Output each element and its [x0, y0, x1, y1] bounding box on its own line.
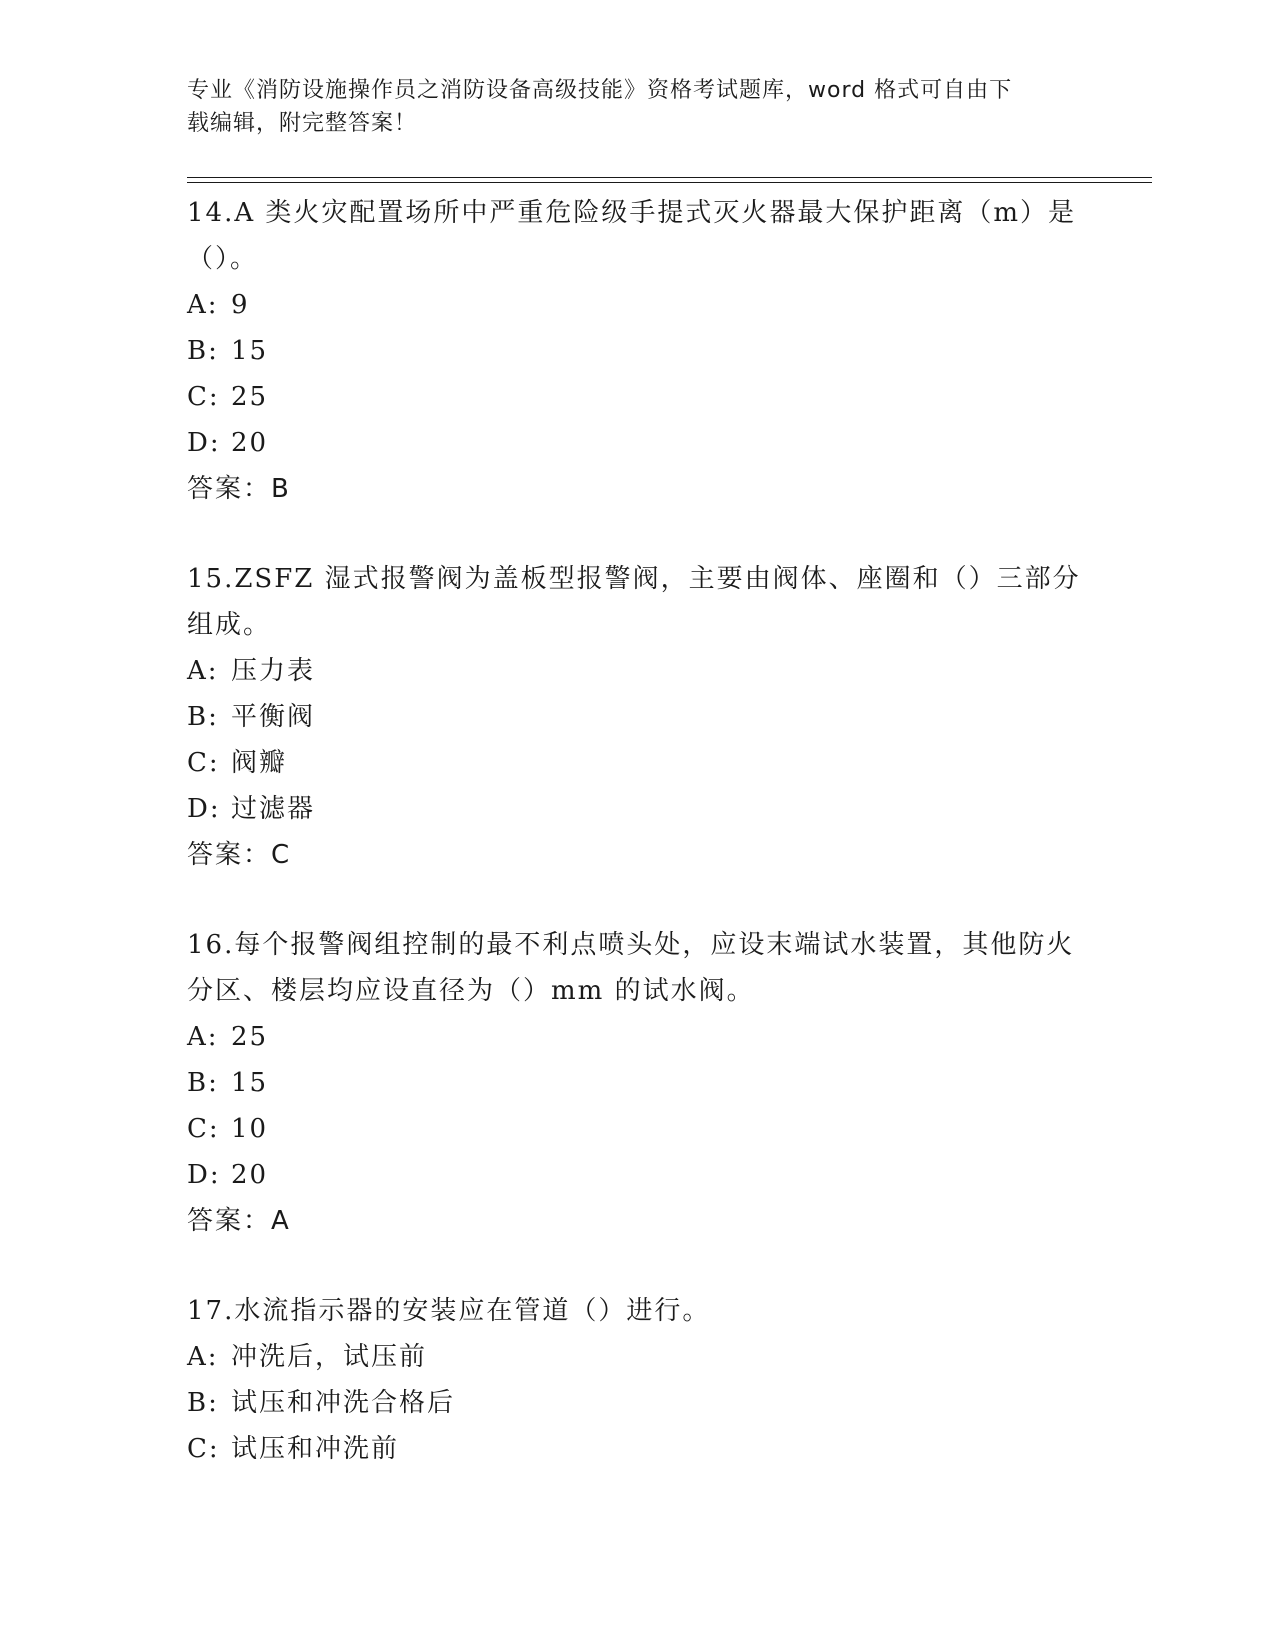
option-label: B: — [187, 1068, 219, 1098]
option-d — [187, 1152, 1087, 1198]
option-label: A: — [187, 656, 219, 686]
document-header — [187, 74, 1077, 140]
option-label: B: — [187, 336, 219, 366]
option-a — [187, 1014, 1087, 1060]
header-line-1: 专业《消防设施操作员之消防设备高级技能》资格考试题库，word 格式可自由下 — [187, 78, 1013, 103]
option-value: 试压和冲洗合格后 — [231, 1388, 456, 1418]
option-label: D: — [187, 794, 221, 824]
option-value: 压力表 — [231, 656, 316, 686]
option-label: C: — [187, 748, 220, 778]
option-value: 10 — [231, 1114, 269, 1144]
option-value: 15 — [231, 1068, 269, 1098]
option-label: B: — [187, 1388, 219, 1418]
option-b — [187, 1060, 1087, 1106]
header-divider-top — [187, 177, 1152, 178]
question-text: 15.ZSFZ 湿式报警阀为盖板型报警阀，主要由阀体、座圈和（）三部分组成。 — [187, 564, 1081, 640]
answer: 答案：A — [187, 1206, 291, 1236]
option-c — [187, 1426, 1087, 1472]
option-value: 阀瓣 — [231, 748, 288, 778]
option-b — [187, 694, 1087, 740]
option-value: 冲洗后，试压前 — [231, 1342, 428, 1372]
option-value: 平衡阀 — [231, 702, 316, 732]
option-c — [187, 740, 1087, 786]
option-value: 25 — [231, 382, 269, 412]
header-divider-bottom — [187, 182, 1152, 183]
option-c — [187, 374, 1087, 420]
option-c — [187, 1106, 1087, 1152]
option-value: 25 — [231, 1022, 269, 1052]
question-15 — [187, 556, 1087, 878]
answer: 答案：C — [187, 840, 292, 870]
answer: 答案：B — [187, 474, 291, 504]
option-label: C: — [187, 382, 220, 412]
option-label: A: — [187, 290, 219, 320]
option-a — [187, 1334, 1087, 1380]
option-d — [187, 786, 1087, 832]
option-value: 20 — [231, 428, 269, 458]
question-text: 16.每个报警阀组控制的最不利点喷头处，应设末端试水装置，其他防火分区、楼层均应设直径为（）mm 的试水阀。 — [187, 930, 1075, 1006]
option-label: A: — [187, 1022, 219, 1052]
option-label: D: — [187, 1160, 221, 1190]
option-label: C: — [187, 1434, 220, 1464]
question-14 — [187, 190, 1087, 512]
option-value: 20 — [231, 1160, 269, 1190]
question-text: 17.水流指示器的安装应在管道（）进行。 — [187, 1296, 711, 1326]
option-a — [187, 282, 1087, 328]
option-d — [187, 420, 1087, 466]
option-label: A: — [187, 1342, 219, 1372]
question-17 — [187, 1288, 1087, 1472]
option-label: D: — [187, 428, 221, 458]
option-value: 15 — [231, 336, 269, 366]
option-value: 9 — [231, 290, 250, 320]
option-value: 过滤器 — [231, 794, 316, 824]
header-line-2: 载编辑，附完整答案！ — [187, 111, 418, 136]
question-text: 14.A 类火灾配置场所中严重危险级手提式灭火器最大保护距离（m）是（）。 — [187, 198, 1077, 274]
option-label: C: — [187, 1114, 220, 1144]
question-list — [187, 190, 1087, 1516]
option-value: 试压和冲洗前 — [231, 1434, 400, 1464]
question-16 — [187, 922, 1087, 1244]
option-b — [187, 1380, 1087, 1426]
option-b — [187, 328, 1087, 374]
option-a — [187, 648, 1087, 694]
option-label: B: — [187, 702, 219, 732]
